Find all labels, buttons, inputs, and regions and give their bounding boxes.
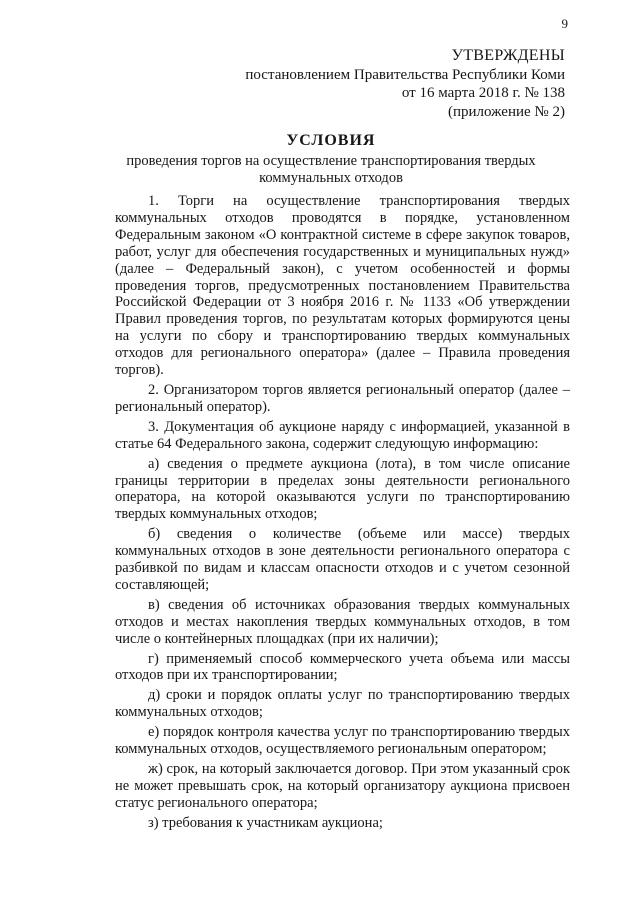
- approval-line-2: от 16 марта 2018 г. № 138: [401, 85, 565, 101]
- item-z: з) требования к участникам аукциона;: [148, 814, 383, 831]
- approval-line-3: (приложение № 2): [447, 103, 565, 120]
- paragraph-2: 2. Организатором торгов является региональный оператор (далее – региональный оператор).: [115, 381, 570, 415]
- item-d: д) сроки и порядок оплаты услуг по транспортированию твердых коммунальных отходов;: [115, 687, 570, 721]
- item-zh: ж) срок, на который заключается договор. При этом указанный срок не может превышать срок, на который организатору аукциона присвоен статус регионального оператора;: [115, 761, 570, 811]
- approval-line-1: постановлением Правительства Республики Коми: [245, 66, 565, 83]
- document-subtitle-line-1: проведения торгов на осуществление транспортирования твердых: [126, 153, 536, 169]
- paragraph-1: 1. Торги на осуществление транспортирования твердых коммунальных отходов проводятся в порядке, установленном Федеральным законом «О контрактной системе в сфере закупок товаров, работ, услуг для обеспечения государственных и муниципальных нужд» (далее – Федеральный закон), с учетом особенностей и формы проведения торгов, предусмотренных постановлением Правительства Российской Федерации от 3 ноября 2016 г. № 1133 «Об утверждении Правил проведения торгов, по результатам которых формируются цены на услуги по сбору и транспортированию твердых коммунальных отходов для регионального оператора» (далее – Правила проведения торгов).: [115, 193, 570, 379]
- item-b: б) сведения о количестве (объеме или массе) твердых коммунальных отходов в зоне деятельности регионального оператора с разбивкой по видам и классам опасности отходов и с учетом сезонной составляющей;: [115, 526, 570, 593]
- document-subtitle: [100, 153, 562, 187]
- page-number: 9: [561, 16, 568, 31]
- item-g: г) применяемый способ коммерческого учета объема или массы отходов при их транспортировании;: [115, 650, 570, 684]
- paragraph-3: 3. Документация об аукционе наряду с информацией, указанной в статье 64 Федерального закона, содержит следующую информацию:: [115, 418, 570, 452]
- item-e: е) порядок контроля качества услуг по транспортированию твердых коммунальных отходов, осуществляемого региональным оператором;: [115, 724, 570, 758]
- item-v: в) сведения об источниках образования твердых коммунальных отходов и местах накопления твердых коммунальных отходов, в том числе о контейнерных площадках (при их наличии);: [115, 596, 570, 647]
- document-body: [115, 193, 570, 835]
- document-subtitle-line-2: коммунальных отходов: [259, 170, 403, 186]
- item-a: а) сведения о предмете аукциона (лота), в том числе описание границы территории в пределах зоны деятельности регионального оператора, на которой оказываются услуги по транспортированию твердых коммунальных отходов;: [115, 455, 570, 523]
- document-title: УСЛОВИЯ: [286, 132, 376, 149]
- approval-title: УТВЕРЖДЕНЫ: [451, 47, 565, 64]
- approval-block: [245, 47, 565, 121]
- document-heading: [100, 131, 562, 187]
